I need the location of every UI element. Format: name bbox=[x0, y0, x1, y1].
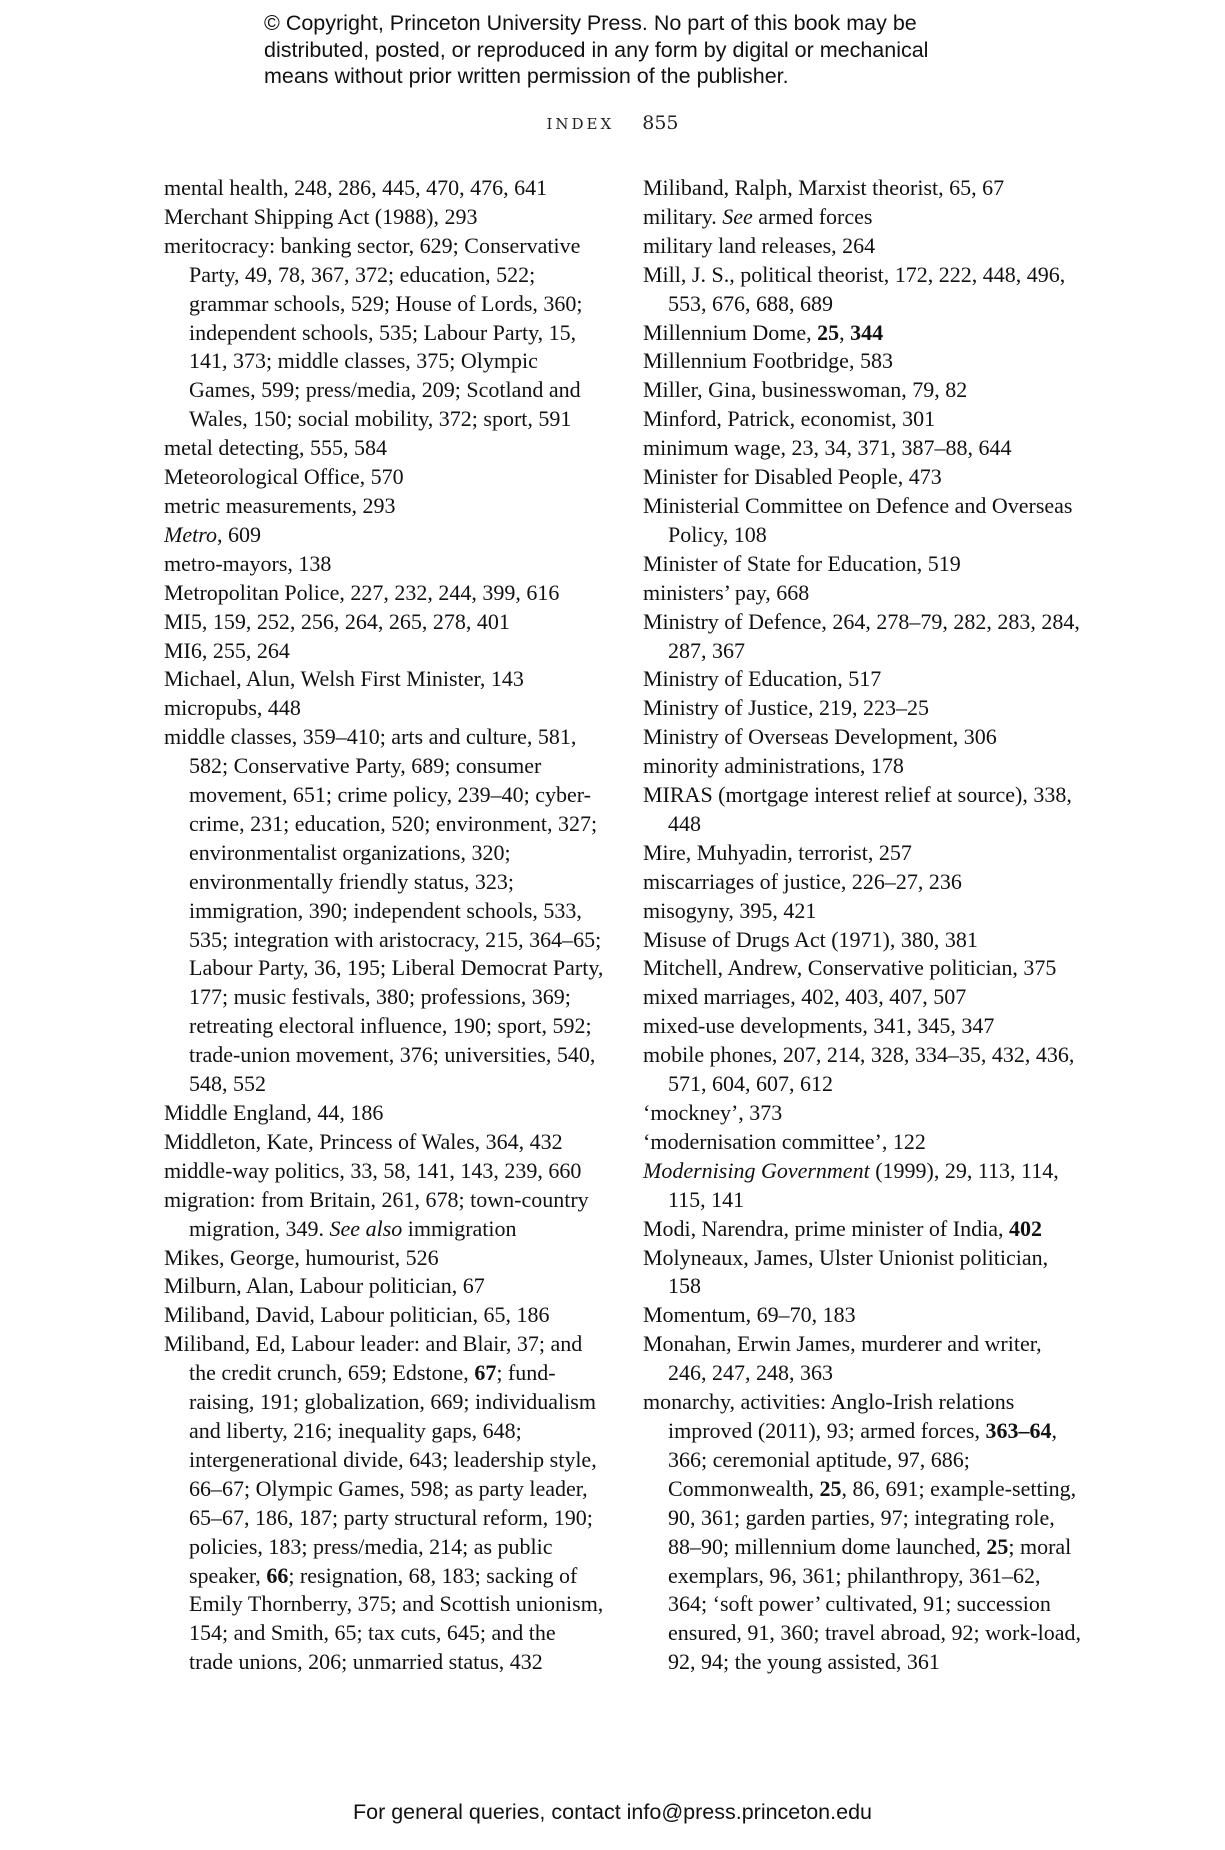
index-entry-text: middle classes, 359–410; arts and culture, 581, 582; Conservative Party, 689; consumer movement, 651; crime policy, 239–40; cyber-crime, 231; education, 520; environment, 327; environmentalist organizations, 320; environmentally friendly status, 323; immigration, 390; independent schools, 533, 535; integration with aristocracy, 215, 364–65; Labour Party, 36, 195; Liberal Democrat Party, 177; music festivals, 380; professions, 369; retreating electoral influence, 190; sport, 592; trade-union movement, 376; universities, 540, 548, 552 bbox=[164, 724, 604, 1097]
index-entry bbox=[643, 1157, 1083, 1215]
index-entry bbox=[643, 781, 1083, 839]
index-entry bbox=[164, 579, 604, 608]
index-entry bbox=[643, 376, 1083, 405]
index-entry-text: misogyny, 395, 421 bbox=[643, 897, 817, 923]
index-entry bbox=[643, 1330, 1083, 1388]
index-entry-text: 25 bbox=[819, 1475, 842, 1501]
index-entry bbox=[164, 463, 604, 492]
index-entry-text: mixed-use developments, 341, 345, 347 bbox=[643, 1013, 995, 1039]
index-entry-text: Millennium Dome, bbox=[643, 319, 818, 345]
index-entry-text: Mikes, George, humourist, 526 bbox=[164, 1244, 439, 1270]
index-entry-text: metal detecting, 555, 584 bbox=[164, 435, 387, 461]
index-entry bbox=[643, 463, 1083, 492]
index-entry bbox=[643, 319, 1083, 348]
index-entry bbox=[643, 550, 1083, 579]
index-entry-text: metro-mayors, 138 bbox=[164, 550, 332, 576]
index-entry bbox=[643, 1099, 1083, 1128]
index-entry bbox=[643, 1128, 1083, 1157]
index-entry-text: MIRAS (mortgage interest relief at source), 338, 448 bbox=[643, 782, 1072, 836]
index-entry-text: Ministry of Overseas Development, 306 bbox=[643, 724, 997, 750]
index-entry-text: migration: from Britain, 261, 678; town-country migration, 349. bbox=[164, 1186, 589, 1241]
index-entry bbox=[643, 261, 1083, 319]
index-entry bbox=[643, 1041, 1083, 1099]
index-entry-text: military. bbox=[643, 203, 723, 229]
index-entry-text: Middle England, 44, 186 bbox=[164, 1100, 384, 1125]
index-entry-text: Miliband, Ralph, Marxist theorist, 65, 67 bbox=[643, 175, 1005, 200]
index-entry bbox=[643, 665, 1083, 694]
index-entry-text: mental health, 248, 286, 445, 470, 476, 641 bbox=[164, 175, 548, 200]
index-entry-text: 66 bbox=[266, 1562, 289, 1588]
index-entry bbox=[164, 1099, 604, 1128]
index-entry-text: MI5, 159, 252, 256, 264, 265, 278, 401 bbox=[164, 608, 510, 634]
index-entry-text: Mill, J. S., political theorist, 172, 222, 448, 496, 553, 676, 688, 689 bbox=[643, 261, 1066, 316]
index-entry-text: micropubs, 448 bbox=[164, 695, 301, 721]
index-entry bbox=[643, 868, 1083, 897]
index-entry bbox=[643, 492, 1083, 550]
index-entry-text: Metro bbox=[164, 521, 217, 547]
index-entry bbox=[164, 694, 604, 723]
index-entry bbox=[643, 954, 1083, 983]
index-entry-text: , 609 bbox=[216, 521, 261, 547]
index-entry-text: middle-way politics, 33, 58, 141, 143, 239, 660 bbox=[164, 1157, 582, 1183]
index-entry bbox=[643, 579, 1083, 608]
index-entry bbox=[164, 723, 604, 1099]
index-entry bbox=[164, 637, 604, 666]
index-entry-text: MI6, 255, 264 bbox=[164, 637, 290, 663]
index-entry-text: , 86, 691; example-setting, 90, 361; garden parties, 97; integrating role, 88–90; millennium dome launched, bbox=[668, 1475, 1077, 1559]
index-entry-text: (1999), 29, 113, 114, 115, 141 bbox=[668, 1157, 1059, 1212]
index-entry-text: Metropolitan Police, 227, 232, 244, 399, 616 bbox=[164, 579, 560, 605]
index-entry-text: minority administrations, 178 bbox=[643, 753, 904, 779]
index-entry-text: Millennium Footbridge, 583 bbox=[643, 348, 893, 374]
index-entry-text: 344 bbox=[850, 319, 884, 345]
index-entry-text: Miliband, David, Labour politician, 65, 186 bbox=[164, 1302, 550, 1328]
index-entry-text: 67 bbox=[474, 1360, 497, 1386]
index-entry-text: Miller, Gina, businesswoman, 79, 82 bbox=[643, 377, 968, 403]
index-entry bbox=[643, 1215, 1083, 1244]
index-entry bbox=[643, 232, 1083, 261]
index-entry-text: ministers’ pay, 668 bbox=[643, 579, 810, 605]
index-entry bbox=[164, 203, 604, 232]
running-head-section: INDEX bbox=[546, 115, 615, 133]
index-entry bbox=[643, 752, 1083, 781]
index-entry-text: Mitchell, Andrew, Conservative politician, 375 bbox=[643, 955, 1057, 981]
index-entry bbox=[164, 232, 604, 434]
index-entry-text: , bbox=[839, 319, 851, 345]
index-entry bbox=[643, 839, 1083, 868]
index-entry-text: , 366; ceremonial aptitude, 97, 686; Commonwealth, bbox=[668, 1417, 1057, 1501]
index-entry-text: Middleton, Kate, Princess of Wales, 364, 432 bbox=[164, 1128, 563, 1154]
copyright-line: © Copyright, Princeton University Press. No part of this book may be bbox=[264, 11, 917, 35]
index-entry bbox=[643, 926, 1083, 955]
running-head bbox=[0, 112, 1225, 134]
index-entry-text: Miliband, Ed, Labour leader: and Blair, 37; and the credit crunch, 659; Edstone, bbox=[164, 1331, 583, 1386]
index-entry bbox=[643, 405, 1083, 434]
index-entry-text: Minister for Disabled People, 473 bbox=[643, 464, 942, 490]
index-entry bbox=[164, 174, 604, 203]
index-entry-text: metric measurements, 293 bbox=[164, 492, 396, 518]
index-entry-text: 363–64 bbox=[985, 1417, 1052, 1443]
index-entry bbox=[643, 983, 1083, 1012]
index-entry-text: 25 bbox=[986, 1533, 1009, 1559]
index-entry bbox=[164, 1330, 604, 1677]
index-entry-text: 402 bbox=[1008, 1215, 1042, 1241]
index-entry bbox=[643, 897, 1083, 926]
index-entry-text: immigration bbox=[402, 1215, 517, 1241]
index-entry-text: Mire, Muhyadin, terrorist, 257 bbox=[643, 839, 912, 865]
index-entry bbox=[164, 521, 604, 550]
index-entry-text: armed forces bbox=[752, 203, 873, 229]
index-entry-text: monarchy, activities: Anglo-Irish relations improved (2011), 93; armed forces, bbox=[643, 1389, 1015, 1443]
index-entry bbox=[164, 1128, 604, 1157]
page-number: 855 bbox=[642, 112, 679, 134]
index-entry-text: Milburn, Alan, Labour politician, 67 bbox=[164, 1273, 485, 1299]
index-entry bbox=[164, 550, 604, 579]
index-entry bbox=[164, 1157, 604, 1186]
index-column-right bbox=[643, 174, 1083, 1677]
index-entry bbox=[643, 1388, 1083, 1677]
copyright-line: distributed, posted, or reproduced in any form by digital or mechanical bbox=[264, 37, 929, 62]
index-entry-text: ; moral exemplars, 96, 361; philanthropy, 361–62, 364; ‘soft power’ cultivated, 91; succession ensured, 91, 360; travel abroad, 92; work-load, 92, 94; the young assisted, 361 bbox=[668, 1533, 1081, 1675]
index-entry bbox=[643, 694, 1083, 723]
index-entry bbox=[643, 174, 1083, 203]
index-entry bbox=[643, 1012, 1083, 1041]
index-entry-text: Merchant Shipping Act (1988), 293 bbox=[164, 203, 478, 229]
index-entry-text: Monahan, Erwin James, murderer and writer, 246, 247, 248, 363 bbox=[643, 1331, 1042, 1386]
index-entry-text: Minister of State for Education, 519 bbox=[643, 550, 961, 576]
index-entry-text: minimum wage, 23, 34, 371, 387–88, 644 bbox=[643, 435, 1012, 461]
index-entry bbox=[164, 608, 604, 637]
index-column-left bbox=[164, 174, 604, 1677]
index-entry-text: meritocracy: banking sector, 629; Conservative Party, 49, 78, 367, 372; education, 522; grammar schools, 529; House of Lords, 360; independent schools, 535; Labour Party, 15, 141, 373; middle classes, 375; Olympic Games, 599; press/media, 209; Scotland and Wales, 150; social mobility, 372; sport, 591 bbox=[164, 232, 583, 432]
index-entry-text: See also bbox=[329, 1215, 403, 1241]
index-entry-text: miscarriages of justice, 226–27, 236 bbox=[643, 868, 962, 894]
index-entry-text: ‘modernisation committee’, 122 bbox=[643, 1128, 926, 1154]
index-entry bbox=[643, 347, 1083, 376]
index-entry bbox=[643, 1301, 1083, 1330]
index-entry-text: Ministerial Committee on Defence and Overseas Policy, 108 bbox=[643, 492, 1073, 547]
copyright-notice bbox=[264, 10, 1024, 90]
index-entry bbox=[164, 665, 604, 694]
index-entry bbox=[643, 1244, 1083, 1302]
index-entry-text: Molyneaux, James, Ulster Unionist politician, 158 bbox=[643, 1244, 1049, 1299]
index-entry-text: Michael, Alun, Welsh First Minister, 143 bbox=[164, 666, 524, 692]
index-entry-text: military land releases, 264 bbox=[643, 232, 876, 258]
index-entry-text: Modi, Narendra, prime minister of India, bbox=[643, 1215, 1009, 1241]
index-entry bbox=[643, 723, 1083, 752]
index-entry bbox=[164, 1301, 604, 1330]
index-entry-text: ; fund-raising, 191; globalization, 669; individualism and liberty, 216; inequality gaps, 648; intergenerational divide, 643; leadership style, 66–67; Olympic Games, 598; as party leader, 65–67, 186, 187; party structural reform, 190; policies, 183; press/media, 214; as public speaker, bbox=[189, 1360, 597, 1588]
index-entry bbox=[643, 608, 1083, 666]
index-entry-text: 25 bbox=[817, 319, 840, 345]
index-entry-text: Momentum, 69–70, 183 bbox=[643, 1302, 856, 1328]
index-entry-text: Ministry of Defence, 264, 278–79, 282, 283, 284, 287, 367 bbox=[643, 608, 1080, 663]
contact-footer: For general queries, contact info@press.princeton.edu bbox=[352, 1800, 872, 1824]
index-entry bbox=[164, 1272, 604, 1301]
index-entry bbox=[643, 203, 1083, 232]
index-entry-text: mobile phones, 207, 214, 328, 334–35, 432, 436, 571, 604, 607, 612 bbox=[643, 1042, 1075, 1097]
index-entry-text: ; resignation, 68, 183; sacking of Emily Thornberry, 375; and Scottish unionism, 154; and Smith, 65; tax cuts, 645; and the trade unions, 206; unmarried status, 432 bbox=[189, 1562, 604, 1675]
index-entry-text: Meteorological Office, 570 bbox=[164, 464, 404, 490]
index-entry-text: mixed marriages, 402, 403, 407, 507 bbox=[643, 984, 967, 1010]
index-entry-text: Ministry of Justice, 219, 223–25 bbox=[643, 695, 929, 721]
index-entry bbox=[164, 492, 604, 521]
index-entry bbox=[164, 1186, 604, 1244]
index-entry bbox=[643, 434, 1083, 463]
index-entry-text: Modernising Government bbox=[643, 1157, 870, 1183]
index-entry-text: See bbox=[722, 203, 753, 229]
index-entry-text: Misuse of Drugs Act (1971), 380, 381 bbox=[643, 926, 978, 952]
index-entry-text: Ministry of Education, 517 bbox=[643, 666, 882, 692]
index-entry-text: Minford, Patrick, economist, 301 bbox=[643, 406, 936, 432]
index-entry bbox=[164, 434, 604, 463]
index-entry-text: ‘mockney’, 373 bbox=[643, 1100, 783, 1125]
index-entry bbox=[164, 1244, 604, 1273]
copyright-line: means without prior written permission of the publisher. bbox=[264, 64, 789, 88]
